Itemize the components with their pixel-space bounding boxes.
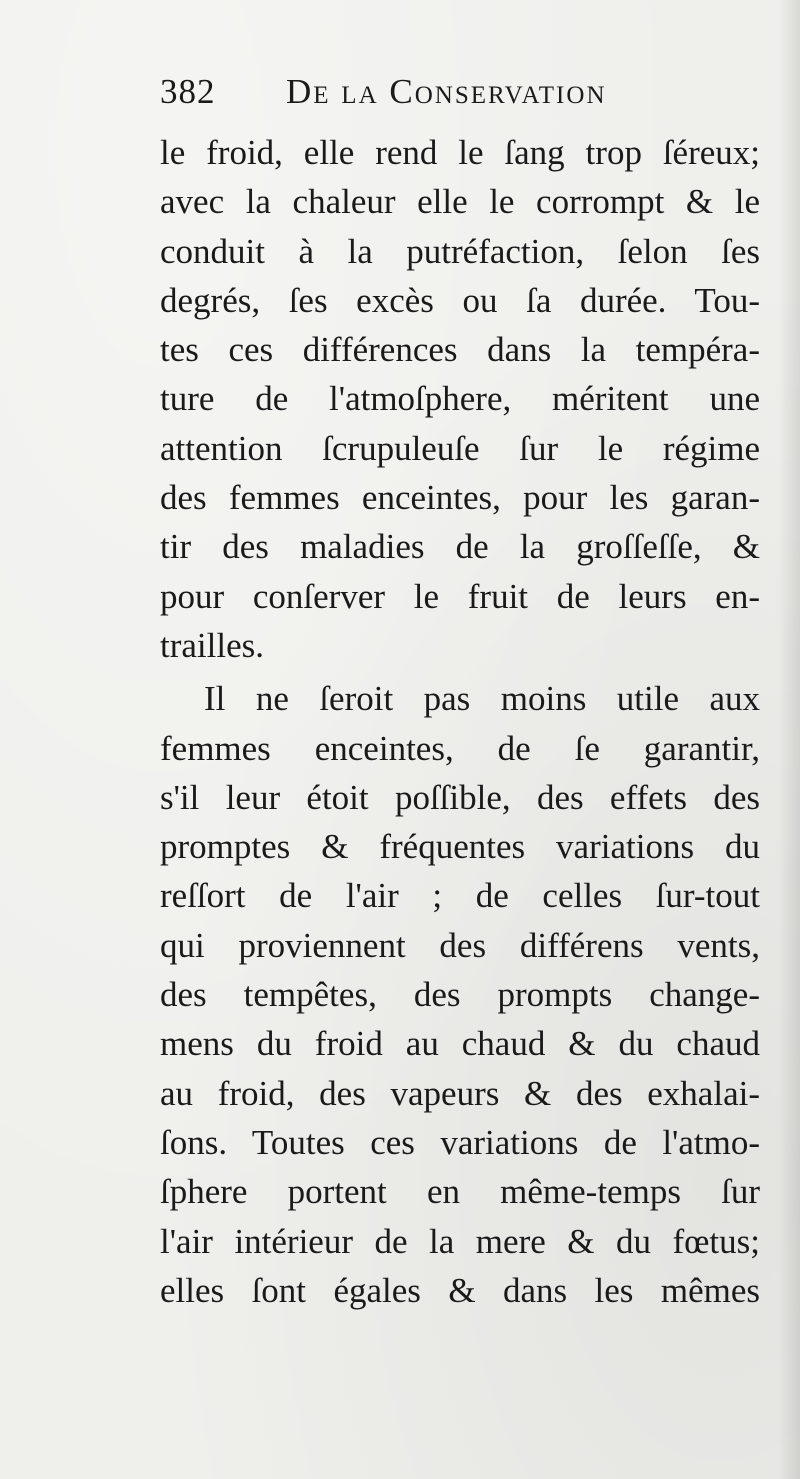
text-line: le froid, elle rend le ſang trop ſéreux; [160,133,760,172]
page-number: 382 [160,72,216,111]
page-edge-shadow [778,0,800,1479]
text-line: tir des maladies de la groſſeſſe, & [160,527,760,567]
text-line: attention ſcrupuleuſe ſur le régime [160,428,760,468]
running-title: De la Conservation [286,72,607,111]
text-line: ſons. Toutes ces variations de l'atmo- [160,1122,760,1162]
text-line: femmes enceintes, de ſe garantir, [160,728,760,768]
text-line: qui proviennent des différens vents, [160,925,760,965]
text-line: pour conſerver le fruit de leurs en- [160,576,760,616]
text-line: s'il leur étoit poſſible, des effets des [160,777,760,817]
text-line: ſphere portent en même-temps ſur [160,1172,760,1212]
text-line: mens du froid au chaud & du chaud [160,1024,760,1064]
text-line: elles ſont égales & dans les mêmes [160,1270,760,1310]
text-line: ture de l'atmoſphere, méritent une [160,379,760,419]
text-line: degrés, ſes excès ou ſa durée. Tou- [160,280,760,320]
text-line: avec la chaleur elle le corrompt & le [160,182,760,222]
text-line: au froid, des vapeurs & des exhalai- [160,1073,760,1113]
text-line: des femmes enceintes, pour les garan- [160,478,760,518]
text-line: trailles. [160,625,264,665]
running-head [160,72,760,122]
text-line: l'air intérieur de la mere & du fœtus; [160,1221,760,1261]
text-line: promptes & fréquentes variations du [160,827,760,867]
text-line: conduit à la putréfaction, ſelon ſes [160,231,760,271]
body-text [160,128,760,1315]
text-line: reſſort de l'air ; de celles ſur-tout [160,876,760,916]
text-line: Il ne ſeroit pas moins utile aux [204,679,760,719]
text-line: des tempêtes, des prompts change- [160,975,760,1015]
text-line: tes ces différences dans la tempéra- [160,330,760,370]
